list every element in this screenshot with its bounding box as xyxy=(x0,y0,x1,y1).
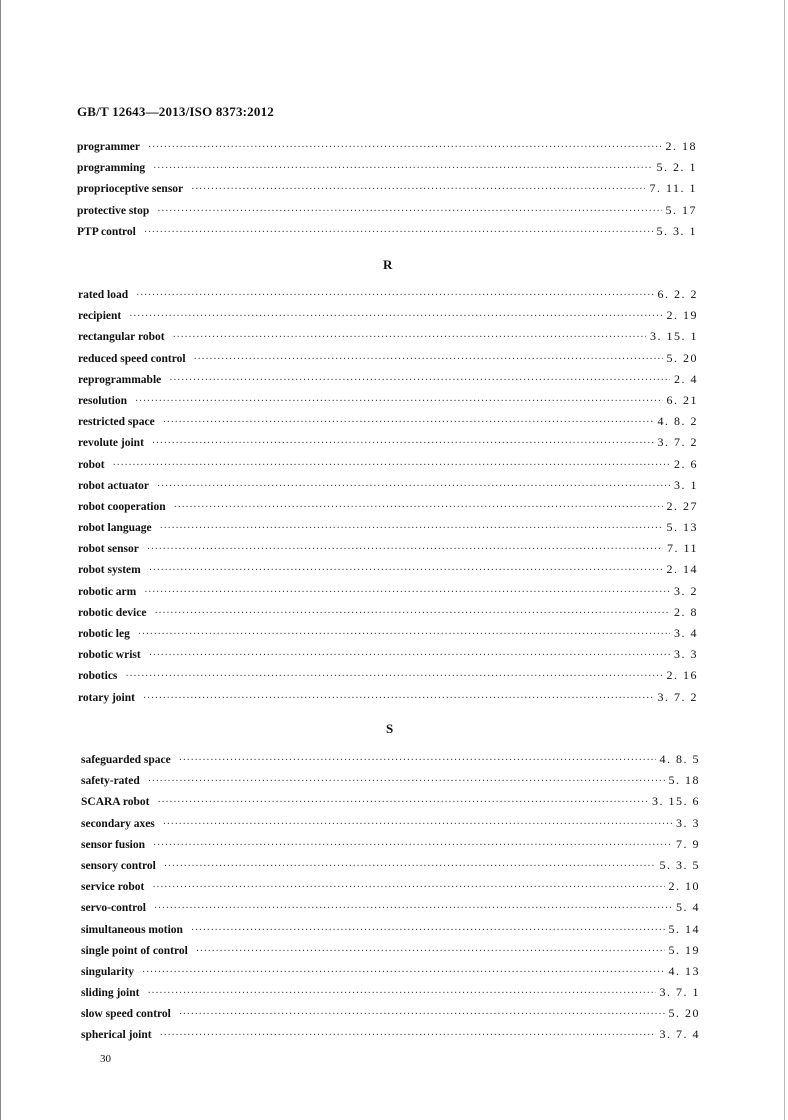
entry-ref: 5. 20 xyxy=(666,350,698,365)
entry-term: rated load xyxy=(78,289,129,301)
entry-term: sensory control xyxy=(81,859,156,872)
index-entry xyxy=(78,499,698,520)
index-entry xyxy=(81,773,700,794)
leader-dots xyxy=(173,332,646,343)
leader-dots xyxy=(143,693,654,704)
leader-dots xyxy=(125,671,662,682)
entry-ref: 7. 11. 1 xyxy=(649,181,697,196)
entry-term: simultaneous motion xyxy=(81,923,183,936)
index-entry xyxy=(78,308,698,329)
leader-dots xyxy=(169,375,670,386)
index-entry xyxy=(78,562,698,583)
entry-term: safety-rated xyxy=(81,775,140,788)
entry-term: singularity xyxy=(81,965,135,978)
page-number: 30 xyxy=(100,1053,111,1065)
entry-term: proprioceptive sensor xyxy=(77,183,184,196)
leader-dots xyxy=(149,650,670,661)
entry-ref: 2. 10 xyxy=(668,879,700,894)
index-entry xyxy=(78,287,698,308)
index-entry xyxy=(78,457,698,478)
leader-dots xyxy=(153,163,652,174)
index-section-s xyxy=(81,752,700,1049)
entry-ref: 3. 7. 2 xyxy=(657,435,698,450)
entry-term: rotary joint xyxy=(78,691,135,704)
entry-ref: 3. 1 xyxy=(674,477,698,492)
leader-dots xyxy=(174,502,663,513)
entry-ref: 7. 9 xyxy=(676,836,700,851)
leader-dots xyxy=(157,797,648,808)
entry-ref: 6. 2. 2 xyxy=(657,287,698,301)
index-entry xyxy=(81,943,700,964)
index-entry xyxy=(81,900,700,921)
index-entry xyxy=(78,690,698,711)
index-entry xyxy=(77,181,697,202)
index-entry xyxy=(78,584,698,605)
index-entry xyxy=(78,435,698,456)
leader-dots xyxy=(191,184,645,195)
entry-ref: 2. 4 xyxy=(674,371,698,386)
index-entry xyxy=(81,922,700,943)
entry-ref: 2. 8 xyxy=(674,604,698,619)
entry-term: sliding joint xyxy=(81,987,140,1000)
leader-dots xyxy=(147,988,655,999)
index-entry xyxy=(81,1027,700,1048)
entry-term: programming xyxy=(77,162,146,175)
entry-term: robot cooperation xyxy=(78,500,166,513)
entry-ref: 4. 8. 5 xyxy=(659,752,700,766)
index-entry xyxy=(81,752,700,773)
entry-term: SCARA robot xyxy=(81,796,150,809)
leader-dots xyxy=(136,290,653,301)
index-entry xyxy=(78,372,698,393)
entry-ref: 2. 6 xyxy=(674,456,698,471)
index-entry xyxy=(81,964,700,985)
index-entry xyxy=(81,837,700,858)
leader-dots xyxy=(135,396,663,407)
leader-dots xyxy=(152,882,664,893)
index-entry xyxy=(78,605,698,626)
entry-term: programmer xyxy=(77,141,141,153)
entry-ref: 5. 20 xyxy=(668,1006,700,1021)
entry-term: safeguarded space xyxy=(81,754,171,766)
entry-term: robot system xyxy=(78,564,141,577)
leader-dots xyxy=(160,1030,656,1041)
leader-dots xyxy=(142,967,664,978)
leader-dots xyxy=(149,565,663,576)
leader-dots xyxy=(191,925,665,936)
index-entry xyxy=(81,794,700,815)
leader-dots xyxy=(157,206,661,217)
entry-ref: 5. 17 xyxy=(665,202,697,217)
entry-term: robotic wrist xyxy=(78,649,141,662)
index-entry xyxy=(78,520,698,541)
entry-ref: 5. 19 xyxy=(668,942,700,957)
index-entry xyxy=(81,879,700,900)
entry-term: service robot xyxy=(81,881,145,894)
entry-ref: 7. 11 xyxy=(666,541,698,556)
index-entry xyxy=(78,351,698,372)
leader-dots xyxy=(153,840,672,851)
entry-term: spherical joint xyxy=(81,1029,152,1042)
entry-ref: 5. 3. 1 xyxy=(656,223,697,238)
entry-term: resolution xyxy=(78,394,127,407)
index-entry xyxy=(78,626,698,647)
index-entry xyxy=(81,985,700,1006)
leader-dots xyxy=(163,819,672,830)
entry-ref: 3. 2 xyxy=(674,583,698,598)
leader-dots xyxy=(138,629,670,640)
entry-term: protective stop xyxy=(77,204,150,217)
leader-dots xyxy=(154,608,670,619)
entry-ref: 6. 21 xyxy=(666,392,698,407)
entry-ref: 3. 7. 1 xyxy=(659,985,700,1000)
index-entry xyxy=(78,414,698,435)
leader-dots xyxy=(129,311,662,322)
entry-term: robot language xyxy=(78,522,152,535)
entry-ref: 2. 27 xyxy=(666,498,698,513)
entry-term: reduced speed control xyxy=(78,352,186,365)
leader-dots xyxy=(194,354,663,365)
section-letter-s: S xyxy=(386,721,394,736)
index-entry xyxy=(81,858,700,879)
leader-dots xyxy=(147,544,663,555)
index-entry xyxy=(78,647,698,668)
leader-dots xyxy=(164,861,656,872)
entry-term: PTP control xyxy=(77,225,136,238)
entry-term: robotics xyxy=(78,670,118,683)
leader-dots xyxy=(179,1009,665,1020)
index-entry xyxy=(77,224,697,245)
entry-term: robot sensor xyxy=(78,543,139,556)
leader-dots xyxy=(148,142,661,153)
index-entry xyxy=(77,203,697,224)
leader-dots xyxy=(163,417,654,428)
entry-term: robotic arm xyxy=(78,585,137,598)
index-entry xyxy=(81,1006,700,1027)
index-entry xyxy=(78,668,698,689)
index-entry xyxy=(78,541,698,562)
page-edge-left xyxy=(0,0,1,1120)
entry-term: robot xyxy=(78,458,105,471)
entry-ref: 2. 14 xyxy=(666,562,698,577)
entry-ref: 5. 13 xyxy=(666,520,698,535)
entry-term: robot actuator xyxy=(78,479,150,492)
entry-ref: 3. 7. 4 xyxy=(659,1027,700,1042)
leader-dots xyxy=(144,227,653,238)
entry-term: robotic leg xyxy=(78,628,130,640)
entry-term: restricted space xyxy=(78,416,155,429)
entry-term: recipient xyxy=(78,310,122,323)
leader-dots xyxy=(160,523,663,534)
entry-term: rectangular robot xyxy=(78,331,165,344)
leader-dots xyxy=(154,903,672,914)
index-section-p xyxy=(77,139,697,245)
leader-dots xyxy=(113,460,670,471)
index-entry xyxy=(77,160,697,181)
entry-ref: 3. 4 xyxy=(674,626,698,640)
entry-term: single point of control xyxy=(81,944,188,957)
section-letter-r: R xyxy=(383,257,393,272)
entry-ref: 3. 15. 6 xyxy=(652,794,700,809)
entry-term: revolute joint xyxy=(78,437,144,450)
entry-ref: 4. 13 xyxy=(668,963,700,978)
leader-dots xyxy=(157,481,670,492)
leader-dots xyxy=(152,438,654,449)
standard-header: GB/T 12643—2013/ISO 8373:2012 xyxy=(77,104,274,119)
entry-ref: 5. 2. 1 xyxy=(656,160,697,175)
entry-ref: 4. 8. 2 xyxy=(657,414,698,429)
index-entry xyxy=(78,393,698,414)
entry-ref: 3. 15. 1 xyxy=(650,329,698,344)
leader-dots xyxy=(179,755,656,766)
entry-ref: 3. 3 xyxy=(674,647,698,662)
entry-ref: 5. 4 xyxy=(676,900,700,915)
entry-term: reprogrammable xyxy=(78,373,162,386)
index-section-r xyxy=(78,287,698,711)
entry-ref: 5. 14 xyxy=(668,921,700,936)
entry-ref: 2. 16 xyxy=(666,668,698,683)
page-edge-right xyxy=(784,0,785,1120)
entry-term: servo-control xyxy=(81,902,146,915)
entry-term: slow speed control xyxy=(81,1008,171,1021)
entry-ref: 3. 7. 2 xyxy=(657,689,698,704)
index-entry xyxy=(81,816,700,837)
entry-ref: 5. 18 xyxy=(668,773,700,788)
index-entry xyxy=(78,329,698,350)
entry-term: secondary axes xyxy=(81,817,155,830)
entry-ref: 5. 3. 5 xyxy=(659,857,700,872)
index-entry xyxy=(77,139,697,160)
leader-dots xyxy=(196,946,665,957)
entry-ref: 2. 18 xyxy=(665,139,697,153)
entry-term: robotic device xyxy=(78,606,147,619)
entry-term: sensor fusion xyxy=(81,838,146,851)
index-entry xyxy=(78,478,698,499)
leader-dots xyxy=(144,587,670,598)
entry-ref: 3. 3 xyxy=(676,815,700,830)
leader-dots xyxy=(148,776,665,787)
entry-ref: 2. 19 xyxy=(666,308,698,323)
